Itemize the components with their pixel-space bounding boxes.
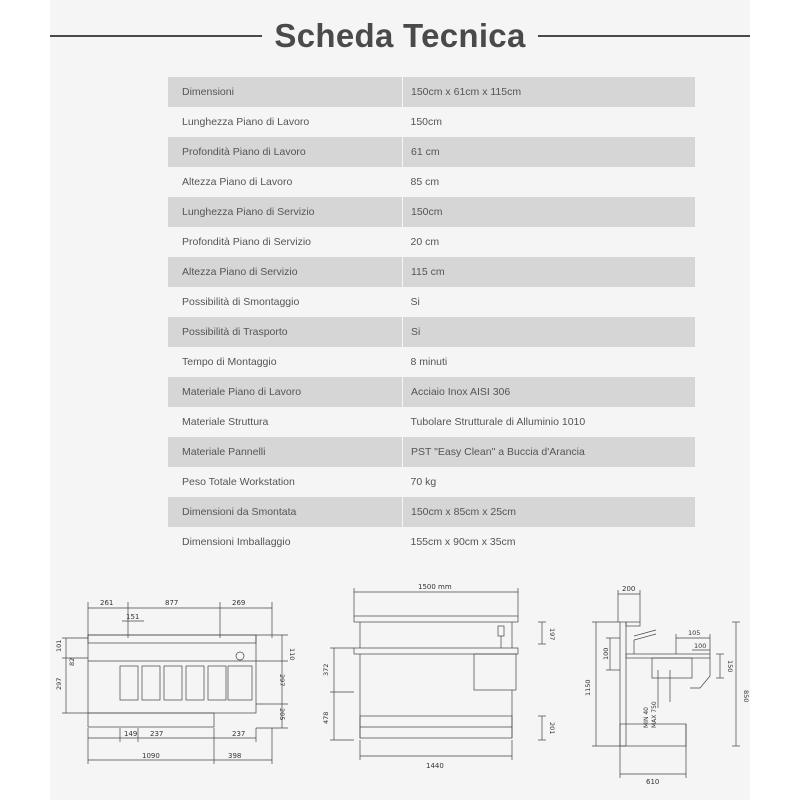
dim-150: 150 <box>726 660 734 673</box>
dim-200: 200 <box>622 585 636 593</box>
label-min-40: MIN 40 <box>643 707 650 728</box>
spec-value: PST "Easy Clean" a Buccia d'Arancia <box>403 437 696 467</box>
dim-197: 197 <box>548 628 556 641</box>
spec-row <box>168 227 695 257</box>
spec-value: 150cm x 61cm x 115cm <box>403 77 696 107</box>
spec-value: 70 kg <box>410 476 437 488</box>
drawing-front-view <box>310 578 560 778</box>
dim-237-a: 237 <box>150 730 164 738</box>
spec-label: Materiale Struttura <box>182 416 269 428</box>
spec-label: Materiale Piano di Lavoro <box>168 377 403 407</box>
spec-value: Si <box>403 317 696 347</box>
dim-372: 372 <box>322 663 330 676</box>
dim-100-top: 100 <box>694 642 707 650</box>
dim-1440: 1440 <box>426 762 444 770</box>
spec-value: 20 cm <box>410 236 440 248</box>
drawing-top-view <box>52 578 302 778</box>
spec-value: 85 cm <box>410 176 440 188</box>
spec-row <box>168 467 695 497</box>
dim-205: 205 <box>278 708 286 721</box>
page-title: Scheda Tecnica <box>274 17 526 54</box>
spec-value: Si <box>410 296 420 308</box>
spec-row <box>168 167 695 197</box>
dim-398: 398 <box>228 752 242 760</box>
spec-value: 61 cm <box>403 137 696 167</box>
spec-value: Tubolare Strutturale di Alluminio 1010 <box>410 416 586 428</box>
spec-label: Possibilità di Trasporto <box>168 317 403 347</box>
dim-297-right: 297 <box>278 674 286 687</box>
dim-478: 478 <box>322 711 330 724</box>
dim-110: 110 <box>288 648 296 661</box>
dim-850: 850 <box>742 690 750 703</box>
spec-row <box>168 107 695 137</box>
spec-value: 150cm x 85cm x 25cm <box>403 497 696 527</box>
spec-label: Lunghezza Piano di Lavoro <box>182 116 310 128</box>
spec-row <box>168 77 695 107</box>
spec-label: Dimensioni <box>168 77 403 107</box>
spec-label: Lunghezza Piano di Servizio <box>168 197 403 227</box>
dim-877: 877 <box>165 599 179 607</box>
dim-261: 261 <box>100 599 114 607</box>
spec-label: Profondità Piano di Lavoro <box>168 137 403 167</box>
spec-label: Altezza Piano di Servizio <box>168 257 403 287</box>
dim-151: 151 <box>126 613 140 621</box>
spec-label: Tempo di Montaggio <box>182 356 277 368</box>
spec-value: 115 cm <box>403 257 696 287</box>
spec-label: Dimensioni Imballaggio <box>182 536 291 548</box>
spec-row <box>168 197 695 227</box>
spec-value: 150cm <box>403 197 696 227</box>
spec-label: Profondità Piano di Servizio <box>182 236 311 248</box>
spec-row <box>168 347 695 377</box>
spec-label: Dimensioni da Smontata <box>168 497 403 527</box>
dim-1150: 1150 <box>584 679 592 696</box>
spec-label: Possibilità di Smontaggio <box>182 296 300 308</box>
spec-row <box>168 437 695 467</box>
dim-105: 105 <box>688 629 701 637</box>
dim-237-b: 237 <box>232 730 246 738</box>
drawing-side-view <box>572 578 750 793</box>
title-right-rule <box>538 35 750 37</box>
spec-label: Altezza Piano di Lavoro <box>182 176 293 188</box>
spec-row <box>168 377 695 407</box>
dim-1090: 1090 <box>142 752 160 760</box>
dim-610: 610 <box>646 778 660 786</box>
dim-1500mm: 1500 mm <box>418 583 452 591</box>
dim-149: 149 <box>124 730 138 738</box>
dim-82: 82 <box>68 657 76 666</box>
spec-value: Acciaio Inox AISI 306 <box>403 377 696 407</box>
dim-269: 269 <box>232 599 246 607</box>
spec-row <box>168 257 695 287</box>
spec-row <box>168 317 695 347</box>
dim-100-side: 100 <box>602 647 610 660</box>
spec-row <box>168 287 695 317</box>
spec-label: Materiale Pannelli <box>168 437 403 467</box>
spec-label: Peso Totale Workstation <box>182 476 295 488</box>
spec-value: 155cm x 90cm x 35cm <box>410 536 516 548</box>
spec-value: 8 minuti <box>410 356 448 368</box>
label-max-750: MAX 750 <box>651 701 658 728</box>
dim-101: 101 <box>55 639 63 652</box>
dim-297-left: 297 <box>55 677 63 690</box>
spec-row <box>168 137 695 167</box>
spec-value: 150cm <box>410 116 443 128</box>
spec-table <box>168 77 695 557</box>
spec-row <box>168 407 695 437</box>
spec-row <box>168 527 695 557</box>
spec-row <box>168 497 695 527</box>
dim-201: 201 <box>548 722 556 735</box>
title-row <box>50 14 750 58</box>
title-left-rule <box>50 35 262 37</box>
